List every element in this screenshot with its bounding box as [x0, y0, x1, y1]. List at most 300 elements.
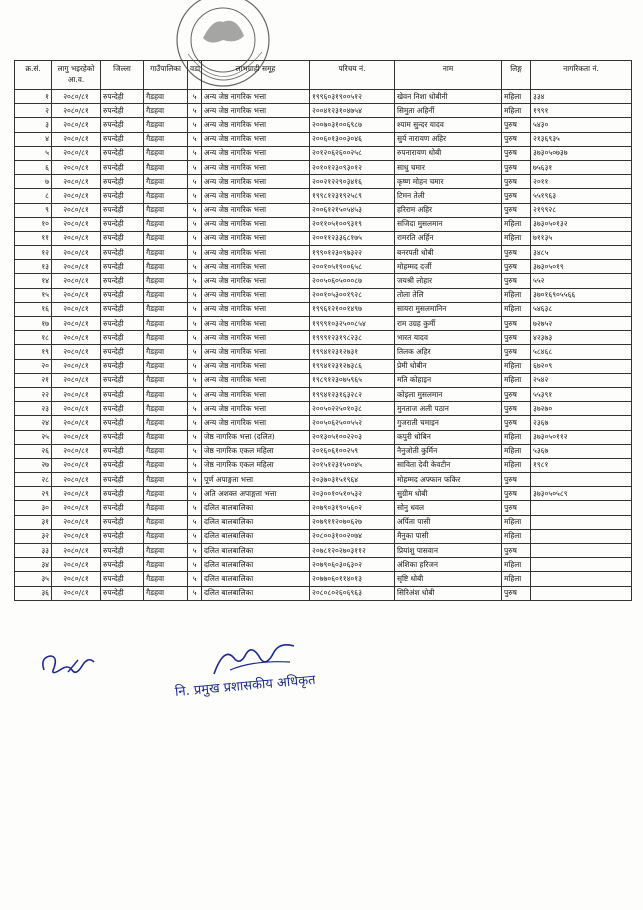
cell-ward: ५	[188, 260, 202, 274]
cell-municipality: गैडहवा	[144, 544, 188, 558]
cell-id-number: २०३००१०५१०५३२	[310, 487, 395, 501]
cell-gender: पुरुष	[502, 189, 531, 203]
cell-ward: ५	[188, 359, 202, 373]
cell-district: रुपन्देही	[101, 558, 144, 572]
cell-municipality: गैडहवा	[144, 487, 188, 501]
cell-serial: ३६	[15, 586, 52, 600]
cell-citizenship-number: ७११३५	[531, 231, 632, 245]
cell-district: रुपन्देही	[101, 288, 144, 302]
cell-fiscal-year: २०८०/८१	[52, 90, 101, 104]
cell-gender: पुरुष	[502, 402, 531, 416]
header-district: जिल्ला	[101, 61, 144, 90]
cell-citizenship-number	[531, 515, 632, 529]
cell-municipality: गैडहवा	[144, 430, 188, 444]
cell-id-number: २०७९०३१९०५६०२	[310, 501, 395, 515]
table-row	[15, 345, 632, 359]
cell-fiscal-year: २०८०/८१	[52, 373, 101, 387]
cell-gender: पुरुष	[502, 544, 531, 558]
cell-id-number: २०१३०५१००२२०३	[310, 430, 395, 444]
cell-beneficiary-group: अन्य जेष्ठ नागरिक भत्ता	[202, 90, 310, 104]
cell-serial: ३१	[15, 515, 52, 529]
cell-serial: ११	[15, 231, 52, 245]
beneficiary-table	[14, 60, 631, 601]
cell-district: रुपन्देही	[101, 274, 144, 288]
cell-name: श्याम सुन्दर यादव	[395, 118, 502, 132]
cell-municipality: गैडहवा	[144, 359, 188, 373]
cell-municipality: गैडहवा	[144, 231, 188, 245]
cell-district: रुपन्देही	[101, 416, 144, 430]
cell-serial: २७	[15, 458, 52, 472]
cell-name: सिरिअंश धोबी	[395, 586, 502, 600]
cell-id-number: २००५०२२५०१०३८	[310, 402, 395, 416]
cell-name: साविता देवी केवटीन	[395, 458, 502, 472]
cell-id-number: १९९६१२१००१४९७	[310, 302, 395, 316]
cell-municipality: गैडहवा	[144, 160, 188, 174]
cell-ward: ५	[188, 132, 202, 146]
cell-beneficiary-group: अन्य जेष्ठ नागरिक भत्ता	[202, 331, 310, 345]
cell-beneficiary-group: दलित बालबालिका	[202, 558, 310, 572]
cell-municipality: गैडहवा	[144, 572, 188, 586]
cell-municipality: गैडहवा	[144, 132, 188, 146]
cell-municipality: गैडहवा	[144, 558, 188, 572]
cell-gender: पुरुष	[502, 260, 531, 274]
cell-id-number: १९९४१२३१२७३१	[310, 345, 395, 359]
cell-id-number: १९८९१२३०७५९६५	[310, 373, 395, 387]
cell-municipality: गैडहवा	[144, 373, 188, 387]
cell-fiscal-year: २०८०/८१	[52, 274, 101, 288]
cell-citizenship-number: ५४६३८	[531, 302, 632, 316]
cell-municipality: गैडहवा	[144, 274, 188, 288]
cell-id-number: २०३७०३१५१९६४	[310, 473, 395, 487]
cell-municipality: गैडहवा	[144, 331, 188, 345]
cell-ward: ५	[188, 586, 202, 600]
cell-beneficiary-group: जेष्ठ नागरिक एकल महिला	[202, 444, 310, 458]
cell-gender: पुरुष	[502, 203, 531, 217]
table-row	[15, 260, 632, 274]
cell-district: रुपन्देही	[101, 231, 144, 245]
cell-citizenship-number: ५३६७	[531, 444, 632, 458]
cell-municipality: गैडहवा	[144, 402, 188, 416]
cell-beneficiary-group: अन्य जेष्ठ नागरिक भत्ता	[202, 373, 310, 387]
cell-serial: २४	[15, 416, 52, 430]
table-row	[15, 132, 632, 146]
cell-beneficiary-group: अन्य जेष्ठ नागरिक भत्ता	[202, 160, 310, 174]
table-row	[15, 189, 632, 203]
cell-municipality: गैडहवा	[144, 416, 188, 430]
cell-ward: ५	[188, 416, 202, 430]
cell-district: रुपन्देही	[101, 501, 144, 515]
cell-name: प्रेमी धोबीन	[395, 359, 502, 373]
cell-ward: ५	[188, 217, 202, 231]
header-citizenship-number: नागरिकता नं.	[531, 61, 632, 90]
cell-gender: पुरुष	[502, 331, 531, 345]
table-row	[15, 302, 632, 316]
cell-citizenship-number: ७५६३१	[531, 160, 632, 174]
cell-id-number: २००५०६०५०००८७	[310, 274, 395, 288]
cell-serial: ३०	[15, 501, 52, 515]
table-row	[15, 473, 632, 487]
cell-name: कपुरी धोबिन	[395, 430, 502, 444]
cell-fiscal-year: २०८०/८१	[52, 302, 101, 316]
cell-id-number: २०१०१२३०९३०१२	[310, 160, 395, 174]
cell-district: रुपन्देही	[101, 515, 144, 529]
cell-id-number: २००२१२२९०३४१६	[310, 175, 395, 189]
cell-id-number: २००६१२१५०५४५३	[310, 203, 395, 217]
cell-fiscal-year: २०८०/८१	[52, 458, 101, 472]
cell-beneficiary-group: दलित बालबालिका	[202, 501, 310, 515]
cell-name: नैनुजोती कुर्मिन	[395, 444, 502, 458]
cell-serial: ८	[15, 189, 52, 203]
cell-citizenship-number	[531, 501, 632, 515]
cell-name: साधु चमार	[395, 160, 502, 174]
cell-ward: ५	[188, 274, 202, 288]
cell-serial: १५	[15, 288, 52, 302]
cell-gender: महिला	[502, 444, 531, 458]
cell-serial: ७	[15, 175, 52, 189]
cell-municipality: गैडहवा	[144, 217, 188, 231]
cell-fiscal-year: २०८०/८१	[52, 487, 101, 501]
cell-citizenship-number: १९९१	[531, 104, 632, 118]
cell-citizenship-number: ५८४६८	[531, 345, 632, 359]
cell-fiscal-year: २०८०/८१	[52, 203, 101, 217]
cell-municipality: गैडहवा	[144, 175, 188, 189]
cell-gender: महिला	[502, 529, 531, 543]
cell-district: रुपन्देही	[101, 444, 144, 458]
cell-fiscal-year: २०८०/८१	[52, 345, 101, 359]
cell-id-number: २००१०५३००१९२८	[310, 288, 395, 302]
cell-serial: २२	[15, 387, 52, 401]
cell-district: रुपन्देही	[101, 529, 144, 543]
cell-citizenship-number: ५५१९६३	[531, 189, 632, 203]
cell-district: रुपन्देही	[101, 160, 144, 174]
cell-ward: ५	[188, 175, 202, 189]
cell-citizenship-number: ७२७५२	[531, 317, 632, 331]
cell-gender: पुरुष	[502, 146, 531, 160]
cell-ward: ५	[188, 544, 202, 558]
cell-beneficiary-group: अन्य जेष्ठ नागरिक भत्ता	[202, 231, 310, 245]
cell-district: रुपन्देही	[101, 473, 144, 487]
cell-municipality: गैडहवा	[144, 473, 188, 487]
cell-name: मैनुका पासी	[395, 529, 502, 543]
cell-serial: ६	[15, 160, 52, 174]
cell-municipality: गैडहवा	[144, 302, 188, 316]
cell-district: रुपन्देही	[101, 203, 144, 217]
cell-beneficiary-group: दलित बालबालिका	[202, 572, 310, 586]
cell-citizenship-number: ३७३०५०११२	[531, 430, 632, 444]
cell-fiscal-year: २०८०/८१	[52, 104, 101, 118]
cell-fiscal-year: २०८०/८१	[52, 359, 101, 373]
cell-district: रुपन्देही	[101, 132, 144, 146]
cell-municipality: गैडहवा	[144, 203, 188, 217]
table-row	[15, 359, 632, 373]
cell-ward: ५	[188, 104, 202, 118]
cell-id-number: १९९४१२३१२७३८६	[310, 359, 395, 373]
cell-district: रुपन्देही	[101, 317, 144, 331]
cell-id-number: १९९४१२३१६३२८२	[310, 387, 395, 401]
cell-ward: ५	[188, 373, 202, 387]
cell-beneficiary-group: अन्य जेष्ठ नागरिक भत्ता	[202, 246, 310, 260]
cell-gender: पुरुष	[502, 274, 531, 288]
cell-name: रुपनारायण धोबी	[395, 146, 502, 160]
cell-district: रुपन्देही	[101, 387, 144, 401]
table-row	[15, 458, 632, 472]
cell-ward: ५	[188, 558, 202, 572]
cell-gender: महिला	[502, 359, 531, 373]
table-row	[15, 317, 632, 331]
cell-serial: १	[15, 90, 52, 104]
cell-serial: १०	[15, 217, 52, 231]
cell-citizenship-number: ५५३९१	[531, 387, 632, 401]
cell-fiscal-year: २०८०/८१	[52, 260, 101, 274]
cell-id-number: १९९९१०३२५००८५४	[310, 317, 395, 331]
cell-fiscal-year: २०८०/८१	[52, 544, 101, 558]
cell-citizenship-number	[531, 529, 632, 543]
cell-fiscal-year: २०८०/८१	[52, 529, 101, 543]
cell-beneficiary-group: अन्य जेष्ठ नागरिक भत्ता	[202, 104, 310, 118]
cell-citizenship-number: १९८१	[531, 458, 632, 472]
cell-citizenship-number: ५५२	[531, 274, 632, 288]
cell-fiscal-year: २०८०/८१	[52, 246, 101, 260]
cell-beneficiary-group: अन्य जेष्ठ नागरिक भत्ता	[202, 118, 310, 132]
cell-name: तोला तेलि	[395, 288, 502, 302]
cell-beneficiary-group: अन्य जेष्ठ नागरिक भत्ता	[202, 260, 310, 274]
cell-serial: २८	[15, 473, 52, 487]
cell-gender: महिला	[502, 217, 531, 231]
table-row	[15, 402, 632, 416]
table-row	[15, 274, 632, 288]
cell-id-number: १९९०१२३०९७३२२	[310, 246, 395, 260]
cell-serial: १७	[15, 317, 52, 331]
cell-beneficiary-group: दलित बालबालिका	[202, 515, 310, 529]
cell-name: बनरपती धोबी	[395, 246, 502, 260]
cell-ward: ५	[188, 458, 202, 472]
table-row	[15, 175, 632, 189]
cell-serial: ९	[15, 203, 52, 217]
cell-ward: ५	[188, 487, 202, 501]
cell-municipality: गैडहवा	[144, 104, 188, 118]
cell-serial: २३	[15, 402, 52, 416]
cell-municipality: गैडहवा	[144, 458, 188, 472]
cell-serial: ३५	[15, 572, 52, 586]
cell-gender: पुरुष	[502, 487, 531, 501]
table-row	[15, 246, 632, 260]
cell-ward: ५	[188, 387, 202, 401]
cell-ward: ५	[188, 203, 202, 217]
cell-serial: १९	[15, 345, 52, 359]
header-serial: क्र.सं.	[15, 61, 52, 90]
cell-ward: ५	[188, 572, 202, 586]
cell-beneficiary-group: अन्य जेष्ठ नागरिक भत्ता	[202, 217, 310, 231]
cell-fiscal-year: २०८०/८१	[52, 146, 101, 160]
cell-name: टिमन तेली	[395, 189, 502, 203]
cell-ward: ५	[188, 331, 202, 345]
header-municipality: गाउँपालिका	[144, 61, 188, 90]
cell-beneficiary-group: दलित बालबालिका	[202, 544, 310, 558]
cell-serial: १४	[15, 274, 52, 288]
cell-name: गुजराती चमाइन	[395, 416, 502, 430]
cell-name: रामरति अर्हिन	[395, 231, 502, 245]
cell-serial: २	[15, 104, 52, 118]
cell-name: मति कोहाइन	[395, 373, 502, 387]
cell-id-number: २००११२३३६८१७५	[310, 231, 395, 245]
cell-serial: १८	[15, 331, 52, 345]
cell-district: रुपन्देही	[101, 544, 144, 558]
cell-ward: ५	[188, 317, 202, 331]
cell-municipality: गैडहवा	[144, 90, 188, 104]
cell-gender: महिला	[502, 90, 531, 104]
table-row	[15, 558, 632, 572]
cell-ward: ५	[188, 444, 202, 458]
cell-fiscal-year: २०८०/८१	[52, 558, 101, 572]
cell-id-number: २०८०८०२६०६९६३	[310, 586, 395, 600]
table-row	[15, 487, 632, 501]
table-row	[15, 387, 632, 401]
cell-name: हरिराम अहिर	[395, 203, 502, 217]
cell-ward: ५	[188, 515, 202, 529]
cell-citizenship-number	[531, 473, 632, 487]
cell-ward: ५	[188, 473, 202, 487]
cell-gender: पुरुष	[502, 160, 531, 174]
cell-id-number: १९९६०३१९००५१२	[310, 90, 395, 104]
cell-district: रुपन्देही	[101, 345, 144, 359]
cell-serial: ५	[15, 146, 52, 160]
cell-municipality: गैडहवा	[144, 444, 188, 458]
header-fiscal-year: लागु भइरहेको आ.व.	[52, 61, 101, 90]
cell-name: कोइला मुसलमान	[395, 387, 502, 401]
table-row	[15, 203, 632, 217]
cell-beneficiary-group: अन्य जेष्ठ नागरिक भत्ता	[202, 416, 310, 430]
cell-gender: महिला	[502, 430, 531, 444]
cell-fiscal-year: २०८०/८१	[52, 189, 101, 203]
cell-serial: ३३	[15, 544, 52, 558]
cell-district: रुपन्देही	[101, 246, 144, 260]
table-row	[15, 90, 632, 104]
cell-name: भारत यादव	[395, 331, 502, 345]
cell-fiscal-year: २०८०/८१	[52, 317, 101, 331]
cell-id-number: २०७९११२०७०६२७	[310, 515, 395, 529]
cell-district: रुपन्देही	[101, 146, 144, 160]
cell-district: रुपन्देही	[101, 430, 144, 444]
cell-gender: महिला	[502, 302, 531, 316]
cell-fiscal-year: २०८०/८१	[52, 217, 101, 231]
cell-serial: ३२	[15, 529, 52, 543]
table-row	[15, 572, 632, 586]
cell-beneficiary-group: अन्य जेष्ठ नागरिक भत्ता	[202, 274, 310, 288]
cell-citizenship-number: २५४२	[531, 373, 632, 387]
cell-id-number: २०७७०६०११४०१३	[310, 572, 395, 586]
header-ward: वडा	[188, 61, 202, 90]
table-row	[15, 586, 632, 600]
cell-citizenship-number: २१९९२८	[531, 203, 632, 217]
cell-ward: ५	[188, 302, 202, 316]
cell-name: खेवन निशा धोबीनी	[395, 90, 502, 104]
cell-gender: महिला	[502, 231, 531, 245]
cell-id-number: २०१५१२३१५००४५	[310, 458, 395, 472]
cell-municipality: गैडहवा	[144, 317, 188, 331]
initial-signature	[38, 640, 100, 684]
cell-fiscal-year: २०८०/८१	[52, 473, 101, 487]
cell-beneficiary-group: दलित बालबालिका	[202, 586, 310, 600]
cell-district: रुपन्देही	[101, 331, 144, 345]
cell-fiscal-year: २०८०/८१	[52, 132, 101, 146]
cell-id-number: २००१०५१९००६५८	[310, 260, 395, 274]
cell-beneficiary-group: अन्य जेष्ठ नागरिक भत्ता	[202, 146, 310, 160]
cell-name: तिलक अहिर	[395, 345, 502, 359]
cell-gender: पुरुष	[502, 118, 531, 132]
table-row	[15, 430, 632, 444]
cell-district: रुपन्देही	[101, 175, 144, 189]
cell-name: अर्पिता पासी	[395, 515, 502, 529]
cell-ward: ५	[188, 402, 202, 416]
cell-serial: १६	[15, 302, 52, 316]
cell-beneficiary-group: अन्य जेष्ठ नागरिक भत्ता	[202, 359, 310, 373]
table-row	[15, 515, 632, 529]
cell-district: रुपन्देही	[101, 217, 144, 231]
cell-id-number: १९९८१२३१९२५८९	[310, 189, 395, 203]
cell-municipality: गैडहवा	[144, 529, 188, 543]
cell-municipality: गैडहवा	[144, 146, 188, 160]
cell-beneficiary-group: अन्य जेष्ठ नागरिक भत्ता	[202, 189, 310, 203]
table-row	[15, 231, 632, 245]
cell-district: रुपन्देही	[101, 189, 144, 203]
table-row	[15, 288, 632, 302]
cell-beneficiary-group: जेष्ठ नागरिक एकल महिला	[202, 458, 310, 472]
cell-gender: पुरुष	[502, 246, 531, 260]
cell-district: रुपन्देही	[101, 572, 144, 586]
cell-district: रुपन्देही	[101, 90, 144, 104]
cell-citizenship-number: २३६७	[531, 416, 632, 430]
cell-fiscal-year: २०८०/८१	[52, 160, 101, 174]
cell-municipality: गैडहवा	[144, 118, 188, 132]
cell-fiscal-year: २०८०/८१	[52, 444, 101, 458]
cell-citizenship-number: ६७२०९	[531, 359, 632, 373]
cell-fiscal-year: २०८०/८१	[52, 387, 101, 401]
cell-citizenship-number: ३४८५	[531, 246, 632, 260]
cell-municipality: गैडहवा	[144, 260, 188, 274]
table-row	[15, 146, 632, 160]
table-row	[15, 104, 632, 118]
cell-name: सिमुता अहिर्नी	[395, 104, 502, 118]
cell-beneficiary-group: दलित बालबालिका	[202, 529, 310, 543]
cell-fiscal-year: २०८०/८१	[52, 515, 101, 529]
cell-ward: ५	[188, 146, 202, 160]
cell-name: प्रियांशु पासवान	[395, 544, 502, 558]
cell-citizenship-number: ३७२७०	[531, 402, 632, 416]
cell-citizenship-number	[531, 558, 632, 572]
cell-ward: ५	[188, 345, 202, 359]
cell-id-number: २००५०६२५००५५२	[310, 416, 395, 430]
cell-gender: महिला	[502, 288, 531, 302]
cell-name: मोहम्मद दर्जी	[395, 260, 502, 274]
table-row	[15, 501, 632, 515]
cell-serial: २५	[15, 430, 52, 444]
cell-district: रुपन्देही	[101, 104, 144, 118]
cell-citizenship-number	[531, 544, 632, 558]
cell-fiscal-year: २०८०/८१	[52, 288, 101, 302]
cell-gender: महिला	[502, 558, 531, 572]
cell-ward: ५	[188, 529, 202, 543]
cell-id-number: २०८००३१००२०७४	[310, 529, 395, 543]
cell-gender: महिला	[502, 458, 531, 472]
header-gender: लिङ्ग	[502, 61, 531, 90]
cell-municipality: गैडहवा	[144, 246, 188, 260]
cell-district: रुपन्देही	[101, 260, 144, 274]
header-id-number: परिचय नं.	[310, 61, 395, 90]
cell-gender: पुरुष	[502, 586, 531, 600]
cell-ward: ५	[188, 231, 202, 245]
cell-name: अंशिका हरिजन	[395, 558, 502, 572]
cell-name: सृष्टि धोबी	[395, 572, 502, 586]
